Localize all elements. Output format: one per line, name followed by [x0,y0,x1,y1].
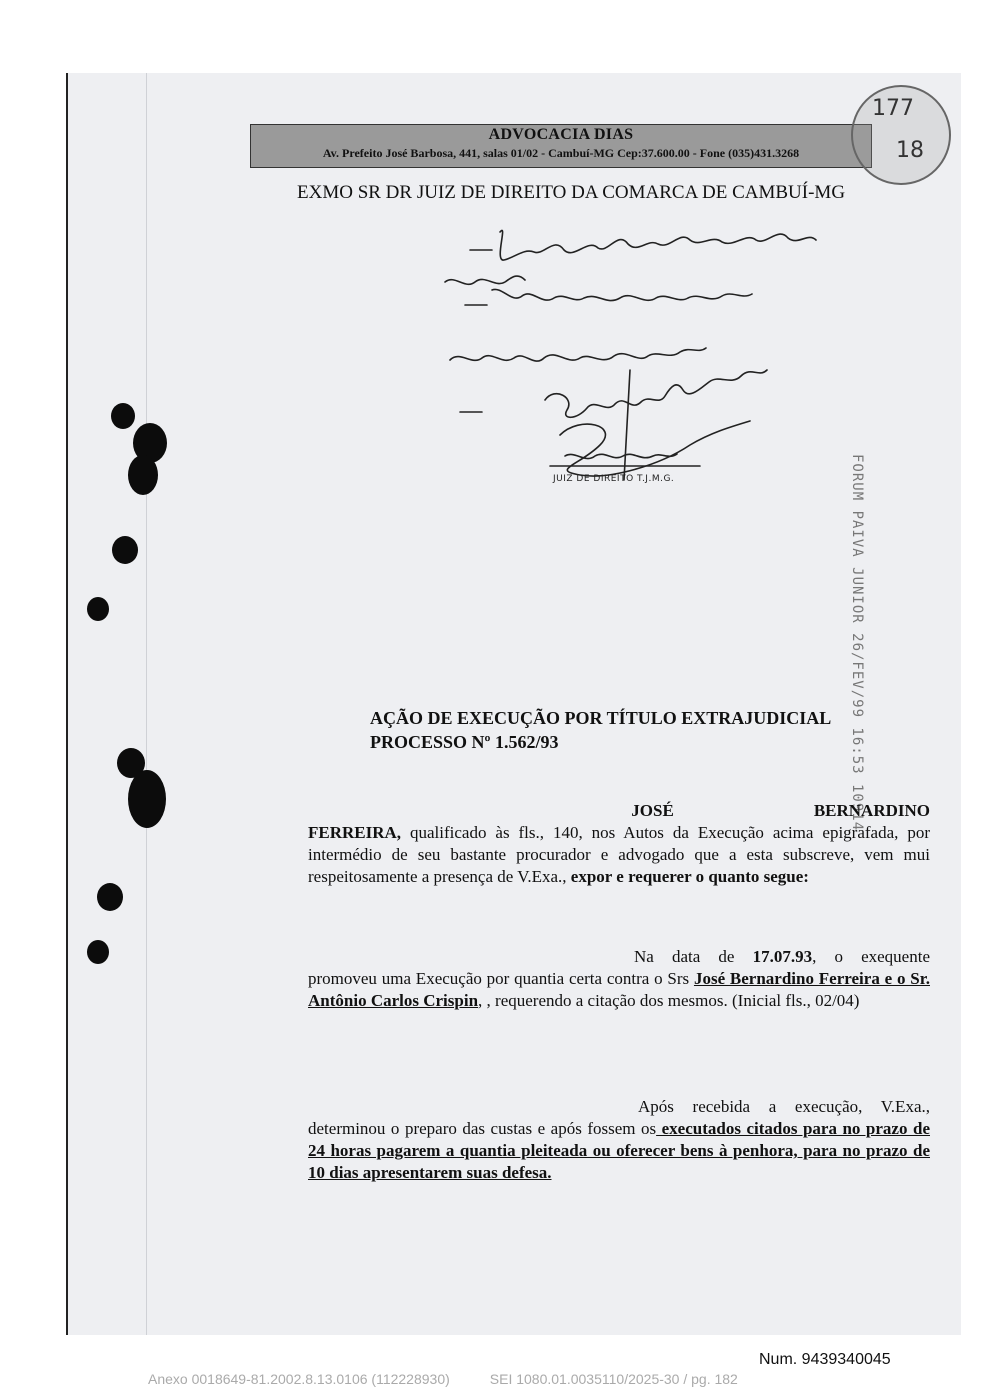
punch-hole [97,883,123,911]
punch-hole [128,455,158,495]
punch-hole [87,597,109,621]
party-middle-name: BERNARDINO [813,801,930,820]
forum-receipt-stamp: FORUM PAIVA JUNIOR 26/FEV/99 16:53 10914 [849,454,865,832]
facts-parties: José Bernardino Ferreira e o Sr. Antônio Carlos Crispin [308,969,930,1010]
paragraph-intro [308,800,930,888]
paragraph-facts [308,946,930,1012]
footer-attachment: Anexo 0018649-81.2002.8.13.0106 (112228930) [148,1371,450,1387]
facts-text-2: , , requerendo a citação dos mesmos. (Inicial fls., 02/04) [478,991,860,1010]
footer [148,1371,778,1387]
letterhead [250,124,872,168]
punch-hole [111,403,135,429]
judge-title-stamp: JUIZ DE DIREITO T.J.M.G. [553,474,675,484]
firm-name: ADVOCACIA DIAS [488,126,634,143]
order-emphasis: executados citados para no prazo de 24 horas pagarem a quantia pleiteada ou oferecer bens à penhora, para no prazo de 10 dias apresentarem suas defesa. [308,1119,930,1182]
footer-sei: SEI 1080.01.0035110/2025-30 / pg. 182 [489,1371,738,1387]
addressee: EXMO SR DR JUIZ DE DIREITO DA COMARCA DE CAMBUÍ-MG [297,182,846,203]
order-lead: Após recebida a execução, V.Exa., [638,1097,930,1116]
intro-text: qualificado às fls., 140, nos Autos da Execução acima epigrafada, por intermédio de seu bastante procurador e advogado que a esta subscreve, vem mui respeitosamente a presença de V.Exa., [308,823,930,886]
order-text: determinou o preparo das custas e após fossem os [308,1119,657,1138]
firm-address: Av. Prefeito José Barbosa, 441, salas 01/02 - Cambuí-MG Cep:37.600.00 - Fone (035)431.3268 [322,146,800,160]
process-number: PROCESSO Nº 1.562/93 [370,732,559,752]
party-first-name: JOSÉ [631,801,674,820]
page-margin-line [146,73,147,1335]
document-title [370,706,831,754]
punch-hole [128,770,166,828]
party-last-name: FERREIRA, [308,823,402,842]
punch-hole [87,940,109,964]
stamp-number-top: 177 [872,96,914,121]
punch-hole [112,536,138,564]
party-name-line [308,800,930,822]
action-title: AÇÃO DE EXECUÇÃO POR TÍTULO EXTRAJUDICIAL [370,708,832,728]
facts-date: 17.07.93 [752,947,813,966]
facts-text-1: , o exequente promoveu uma Execução por quantia certa contra o Srs [308,947,930,988]
facts-lead: Na data de [634,947,753,966]
intro-request: expor e requerer o quanto segue: [570,867,809,886]
stamp-number-bottom: 18 [896,138,924,163]
paragraph-order [308,1096,930,1184]
document-number: Num. 9439340045 [759,1351,891,1368]
